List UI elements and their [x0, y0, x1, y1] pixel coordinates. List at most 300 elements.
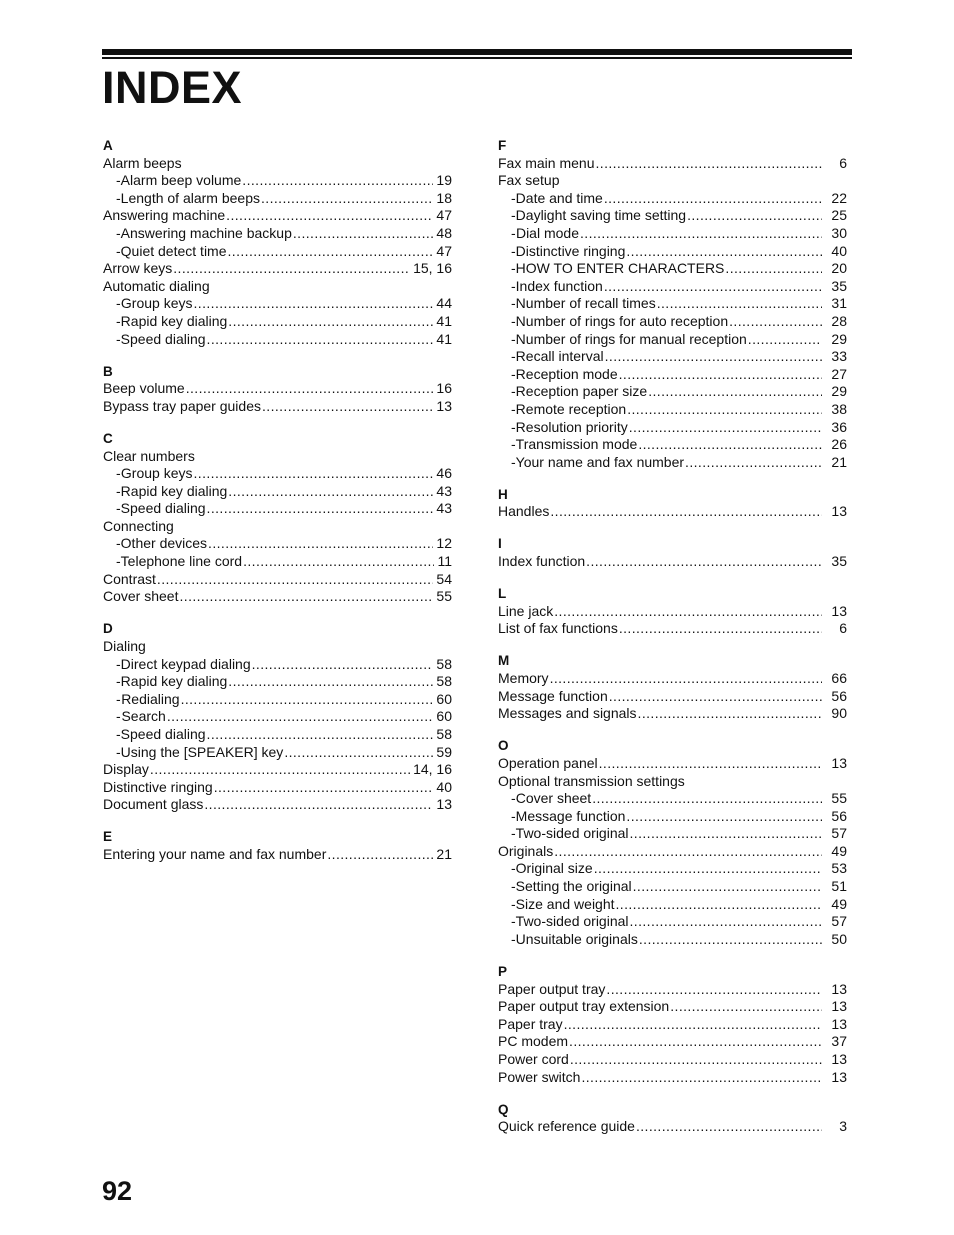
index-subentry [103, 744, 452, 762]
section-letter: E [103, 829, 113, 845]
index-subentry [103, 225, 452, 243]
entry-page-ref: 13 [831, 1068, 847, 1085]
index-section [498, 585, 847, 638]
index-entry [103, 779, 452, 797]
index-subentry [498, 401, 847, 419]
index-subentry [103, 243, 452, 261]
index-section [498, 1101, 847, 1136]
dot-leader [194, 465, 434, 483]
entry-page-ref: 3 [839, 1118, 847, 1135]
index-subentry [498, 931, 847, 949]
dot-leader [150, 761, 410, 779]
entry-page-ref: 13 [831, 1050, 847, 1067]
entry-page-ref: 22 [831, 189, 847, 206]
page-title: INDEX [102, 62, 243, 113]
entry-page-ref: 27 [831, 365, 847, 382]
entry-term: Line jack [498, 602, 554, 619]
entry-term: Automatic dialing [103, 277, 210, 294]
entry-term: - Original size [515, 860, 593, 877]
index-entry [103, 380, 452, 398]
entry-term: Paper output tray [498, 980, 606, 997]
dot-leader [592, 790, 822, 808]
entry-page-ref: 12 [436, 535, 452, 552]
dot-leader [228, 243, 434, 261]
entry-page-ref: 13 [831, 503, 847, 520]
index-entry [498, 620, 847, 638]
entry-term: List of fax functions [498, 620, 618, 637]
entry-term: - Dial mode [515, 224, 579, 241]
dot-leader [638, 436, 822, 454]
index-entry [498, 155, 847, 173]
index-subentry [498, 419, 847, 437]
entry-page-ref: 49 [831, 895, 847, 912]
entry-term: - Number of recall times [515, 295, 656, 312]
entry-page-ref: 13 [436, 796, 452, 813]
index-entry [103, 448, 452, 466]
entry-page-ref: 47 [436, 207, 452, 224]
index-entry [103, 846, 452, 864]
index-section [498, 652, 847, 722]
index-subentry [103, 535, 452, 553]
index-subentry [103, 726, 452, 744]
entry-page-ref: 13 [831, 980, 847, 997]
entry-page-ref: 16 [436, 380, 452, 397]
dot-leader [638, 705, 822, 723]
entry-term: - Redialing [121, 690, 180, 707]
entry-page-ref: 15, 16 [413, 260, 452, 277]
entry-term: - Direct keypad dialing [120, 655, 251, 672]
dot-leader [204, 796, 433, 814]
dot-leader [173, 260, 410, 278]
entry-page-ref: 31 [831, 295, 847, 312]
entry-term: Handles [498, 503, 550, 520]
entry-term: - Daylight saving time setting [515, 207, 687, 224]
dot-leader [554, 843, 822, 861]
entry-term: - Rapid key dialing [120, 312, 228, 329]
dot-leader [619, 620, 822, 638]
entry-page-ref: 60 [436, 708, 452, 725]
entry-page-ref: 38 [831, 400, 847, 417]
entry-term: - Quiet detect time [120, 242, 227, 259]
index-entry [498, 603, 847, 621]
entry-term: - HOW TO ENTER CHARACTERS [515, 260, 725, 277]
entry-term: - Date and time [515, 189, 603, 206]
entry-term: Paper tray [498, 1015, 563, 1032]
entry-page-ref: 26 [831, 436, 847, 453]
dot-leader [208, 535, 433, 553]
dot-leader [604, 190, 822, 208]
entry-page-ref: 28 [831, 312, 847, 329]
entry-term: Power switch [498, 1068, 581, 1085]
index-subentry [103, 172, 452, 190]
dot-leader [242, 172, 433, 190]
entry-term: - Group keys [120, 465, 193, 482]
entry-page-ref: 43 [436, 500, 452, 517]
index-entry [103, 207, 452, 225]
entry-term: Document glass [103, 796, 204, 813]
entry-term: Entering your name and fax number [103, 845, 327, 862]
dot-leader [564, 1016, 822, 1034]
entry-page-ref: 13 [831, 998, 847, 1015]
dot-leader [670, 998, 822, 1016]
entry-term: Beep volume [103, 380, 185, 397]
entry-term: - Rapid key dialing [120, 482, 228, 499]
dot-leader [604, 278, 822, 296]
index-entry [498, 1033, 847, 1051]
section-letter: L [498, 586, 507, 602]
entry-term: - Distinctive ringing [515, 242, 626, 259]
index-section [103, 363, 452, 416]
header-rule-thin [102, 57, 852, 59]
entry-term: Alarm beeps [103, 154, 182, 171]
entry-term: - Transmission mode [515, 436, 638, 453]
dot-leader [262, 398, 433, 416]
entry-page-ref: 43 [436, 482, 452, 499]
entry-page-ref: 48 [436, 224, 452, 241]
entry-term: - Speed dialing [120, 725, 206, 742]
index-entry [103, 796, 452, 814]
index-entry [103, 278, 452, 296]
entry-term: - Reception paper size [515, 383, 648, 400]
entry-page-ref: 40 [831, 242, 847, 259]
entry-term: - Number of rings for auto reception [515, 312, 729, 329]
dot-leader [586, 553, 822, 571]
dot-leader [550, 670, 822, 688]
index-subentry [103, 656, 452, 674]
index-subentry [103, 331, 452, 349]
entry-page-ref: 47 [436, 242, 452, 259]
index-subentry [498, 313, 847, 331]
entry-page-ref: 21 [831, 453, 847, 470]
entry-page-ref: 35 [831, 277, 847, 294]
entry-term: PC modem [498, 1033, 569, 1050]
index-subentry [498, 454, 847, 472]
index-entry [103, 761, 452, 779]
entry-page-ref: 60 [436, 690, 452, 707]
section-letter: F [498, 138, 507, 153]
dot-leader [626, 243, 822, 261]
index-subentry [498, 348, 847, 366]
index-subentry [103, 465, 452, 483]
section-letter: Q [498, 1101, 509, 1117]
entry-page-ref: 13 [436, 397, 452, 414]
dot-leader [570, 1051, 822, 1069]
index-subentry [498, 295, 847, 313]
entry-term: - Telephone line cord [120, 553, 243, 570]
dot-leader [648, 383, 822, 401]
dot-leader [616, 896, 822, 914]
entry-term: - Other devices [120, 535, 208, 552]
index-section [498, 137, 847, 471]
index-entry [498, 1016, 847, 1034]
dot-leader [550, 503, 822, 521]
entry-term: - Alarm beep volume [120, 172, 242, 189]
dot-leader [327, 846, 433, 864]
entry-page-ref: 36 [831, 418, 847, 435]
index-entry [498, 670, 847, 688]
entry-page-ref: 66 [831, 670, 847, 687]
dot-leader [580, 225, 822, 243]
dot-leader [214, 779, 434, 797]
dot-leader [207, 500, 434, 518]
entry-page-ref: 59 [436, 743, 452, 760]
entry-page-ref: 30 [831, 224, 847, 241]
index-entry [498, 172, 847, 190]
dot-leader [252, 656, 434, 674]
dot-leader [554, 603, 822, 621]
dot-leader [594, 860, 822, 878]
entry-page-ref: 13 [831, 602, 847, 619]
index-subentry [103, 295, 452, 313]
dot-leader [630, 913, 822, 931]
index-entry [498, 1118, 847, 1136]
index-entry [498, 553, 847, 571]
index-subentry [498, 207, 847, 225]
dot-leader [729, 313, 822, 331]
index-subentry [498, 436, 847, 454]
index-section [498, 486, 847, 521]
entry-term: Paper output tray extension [498, 998, 670, 1015]
index-section [103, 620, 452, 814]
entry-term: - Message function [515, 807, 626, 824]
index-entry [103, 588, 452, 606]
dot-leader [633, 878, 822, 896]
entry-term: Power cord [498, 1050, 569, 1067]
entry-page-ref: 25 [831, 207, 847, 224]
page-number: 92 [102, 1176, 133, 1206]
section-letter: I [498, 536, 502, 552]
index-section [498, 963, 847, 1086]
section-letter: H [498, 486, 508, 502]
index-column-left [103, 137, 452, 878]
entry-page-ref: 58 [436, 725, 452, 742]
entry-term: - Group keys [120, 295, 193, 312]
dot-leader [293, 225, 434, 243]
entry-page-ref: 19 [436, 172, 452, 189]
entry-page-ref: 6 [839, 154, 847, 171]
index-subentry [103, 553, 452, 571]
index-subentry [103, 708, 452, 726]
entry-term: Optional transmission settings [498, 772, 685, 789]
entry-page-ref: 20 [831, 260, 847, 277]
entry-page-ref: 90 [831, 705, 847, 722]
entry-page-ref: 41 [436, 330, 452, 347]
entry-term: Arrow keys [103, 260, 173, 277]
entry-term: Clear numbers [103, 447, 195, 464]
entry-page-ref: 14, 16 [413, 761, 452, 778]
index-subentry [498, 896, 847, 914]
entry-term: Quick reference guide [498, 1118, 635, 1135]
index-subentry [498, 331, 847, 349]
dot-leader [627, 401, 822, 419]
index-section [103, 828, 452, 863]
dot-leader [595, 155, 822, 173]
index-subentry [498, 790, 847, 808]
entry-term: - Rapid key dialing [120, 673, 228, 690]
index-entry [498, 503, 847, 521]
entry-term: - Length of alarm beeps [120, 189, 260, 206]
dot-leader [207, 331, 434, 349]
dot-leader [626, 808, 822, 826]
entry-term: - Size and weight [515, 895, 615, 912]
index-subentry [498, 860, 847, 878]
index-section [498, 737, 847, 948]
entry-term: - Answering machine backup [120, 224, 292, 241]
section-letter: P [498, 963, 508, 979]
section-letter: B [103, 363, 113, 379]
entry-term: Display [103, 761, 149, 778]
dot-leader [630, 825, 822, 843]
entry-page-ref: 13 [831, 1015, 847, 1032]
entry-page-ref: 58 [436, 655, 452, 672]
dot-leader [639, 931, 822, 949]
entry-term: - Remote reception [515, 400, 627, 417]
index-entry [103, 638, 452, 656]
index-subentry [498, 383, 847, 401]
entry-term: - Speed dialing [120, 500, 206, 517]
entry-page-ref: 37 [831, 1033, 847, 1050]
entry-term: Contrast [103, 570, 156, 587]
entry-term: Fax setup [498, 172, 560, 189]
index-subentry [103, 500, 452, 518]
header-rule-thick [102, 49, 852, 55]
dot-leader [284, 744, 433, 762]
entry-page-ref: 46 [436, 465, 452, 482]
entry-page-ref: 11 [437, 553, 452, 570]
index-subentry [498, 825, 847, 843]
entry-term: - Using the [SPEAKER] key [120, 743, 284, 760]
index-entry [498, 843, 847, 861]
entry-term: Distinctive ringing [103, 778, 213, 795]
index-entry [103, 260, 452, 278]
entry-term: - Number of rings for manual reception [515, 330, 747, 347]
entry-term: Memory [498, 670, 549, 687]
entry-page-ref: 55 [436, 588, 452, 605]
entry-page-ref: 56 [831, 807, 847, 824]
entry-page-ref: 51 [831, 878, 847, 895]
entry-term: Messages and signals [498, 705, 637, 722]
section-letter: D [103, 621, 113, 637]
entry-term: - Unsuitable originals [515, 930, 638, 947]
dot-leader [207, 726, 434, 744]
dot-leader [186, 380, 434, 398]
index-subentry [103, 673, 452, 691]
entry-page-ref: 56 [831, 687, 847, 704]
entry-page-ref: 29 [831, 330, 847, 347]
index-section [498, 535, 847, 570]
dot-leader [228, 483, 433, 501]
dot-leader [261, 190, 433, 208]
entry-term: Originals [498, 842, 554, 859]
dot-leader [581, 1069, 822, 1087]
dot-leader [228, 673, 433, 691]
entry-page-ref: 57 [831, 825, 847, 842]
index-subentry [103, 190, 452, 208]
index-entry [103, 571, 452, 589]
index-subentry [498, 260, 847, 278]
dot-leader [606, 981, 822, 999]
entry-term: - Setting the original [515, 878, 632, 895]
index-section [103, 430, 452, 606]
index-subentry [498, 913, 847, 931]
index-subentry [498, 243, 847, 261]
index-column-right [498, 137, 847, 1150]
entry-page-ref: 29 [831, 383, 847, 400]
section-letter: C [103, 430, 113, 446]
entry-page-ref: 44 [436, 295, 452, 312]
index-entry [498, 688, 847, 706]
dot-leader [181, 691, 434, 709]
entry-term: Bypass tray paper guides [103, 397, 261, 414]
entry-page-ref: 41 [436, 312, 452, 329]
index-entry [498, 998, 847, 1016]
index-entry [498, 981, 847, 999]
entry-term: - Your name and fax number [515, 453, 685, 470]
index-subentry [498, 366, 847, 384]
dot-leader [748, 331, 822, 349]
dot-leader [619, 366, 822, 384]
entry-page-ref: 49 [831, 842, 847, 859]
dot-leader [609, 688, 822, 706]
entry-page-ref: 50 [831, 930, 847, 947]
entry-term: - Speed dialing [120, 330, 206, 347]
dot-leader [725, 260, 822, 278]
index-entry [498, 755, 847, 773]
entry-page-ref: 58 [436, 673, 452, 690]
entry-page-ref: 21 [436, 845, 452, 862]
entry-term: Message function [498, 687, 608, 704]
index-subentry [498, 808, 847, 826]
dot-leader [226, 207, 433, 225]
index-entry [498, 705, 847, 723]
index-subentry [498, 190, 847, 208]
index-subentry [498, 278, 847, 296]
entry-term: Cover sheet [103, 588, 179, 605]
dot-leader [599, 755, 822, 773]
index-entry [498, 773, 847, 791]
dot-leader [243, 553, 434, 571]
entry-term: - Two-sided original [515, 913, 629, 930]
dot-leader [605, 348, 822, 366]
index-entry [498, 1069, 847, 1087]
dot-leader [657, 295, 822, 313]
entry-term: - Reception mode [515, 365, 618, 382]
dot-leader [687, 207, 822, 225]
index-entry [103, 398, 452, 416]
entry-page-ref: 55 [831, 790, 847, 807]
entry-term: - Cover sheet [515, 790, 592, 807]
dot-leader [228, 313, 433, 331]
entry-page-ref: 18 [436, 189, 452, 206]
entry-term: Index function [498, 553, 586, 570]
dot-leader [629, 419, 822, 437]
entry-page-ref: 6 [839, 620, 847, 637]
entry-term: Answering machine [103, 207, 226, 224]
index-entry [498, 1051, 847, 1069]
index-subentry [103, 483, 452, 501]
entry-term: Operation panel [498, 754, 598, 771]
entry-term: - Resolution priority [515, 418, 628, 435]
index-subentry [498, 225, 847, 243]
index-entry [103, 518, 452, 536]
entry-term: Fax main menu [498, 154, 595, 171]
section-letter: A [103, 138, 113, 153]
dot-leader [167, 708, 434, 726]
index-subentry [498, 878, 847, 896]
entry-term: Connecting [103, 517, 174, 534]
dot-leader [636, 1118, 822, 1136]
entry-page-ref: 13 [831, 754, 847, 771]
